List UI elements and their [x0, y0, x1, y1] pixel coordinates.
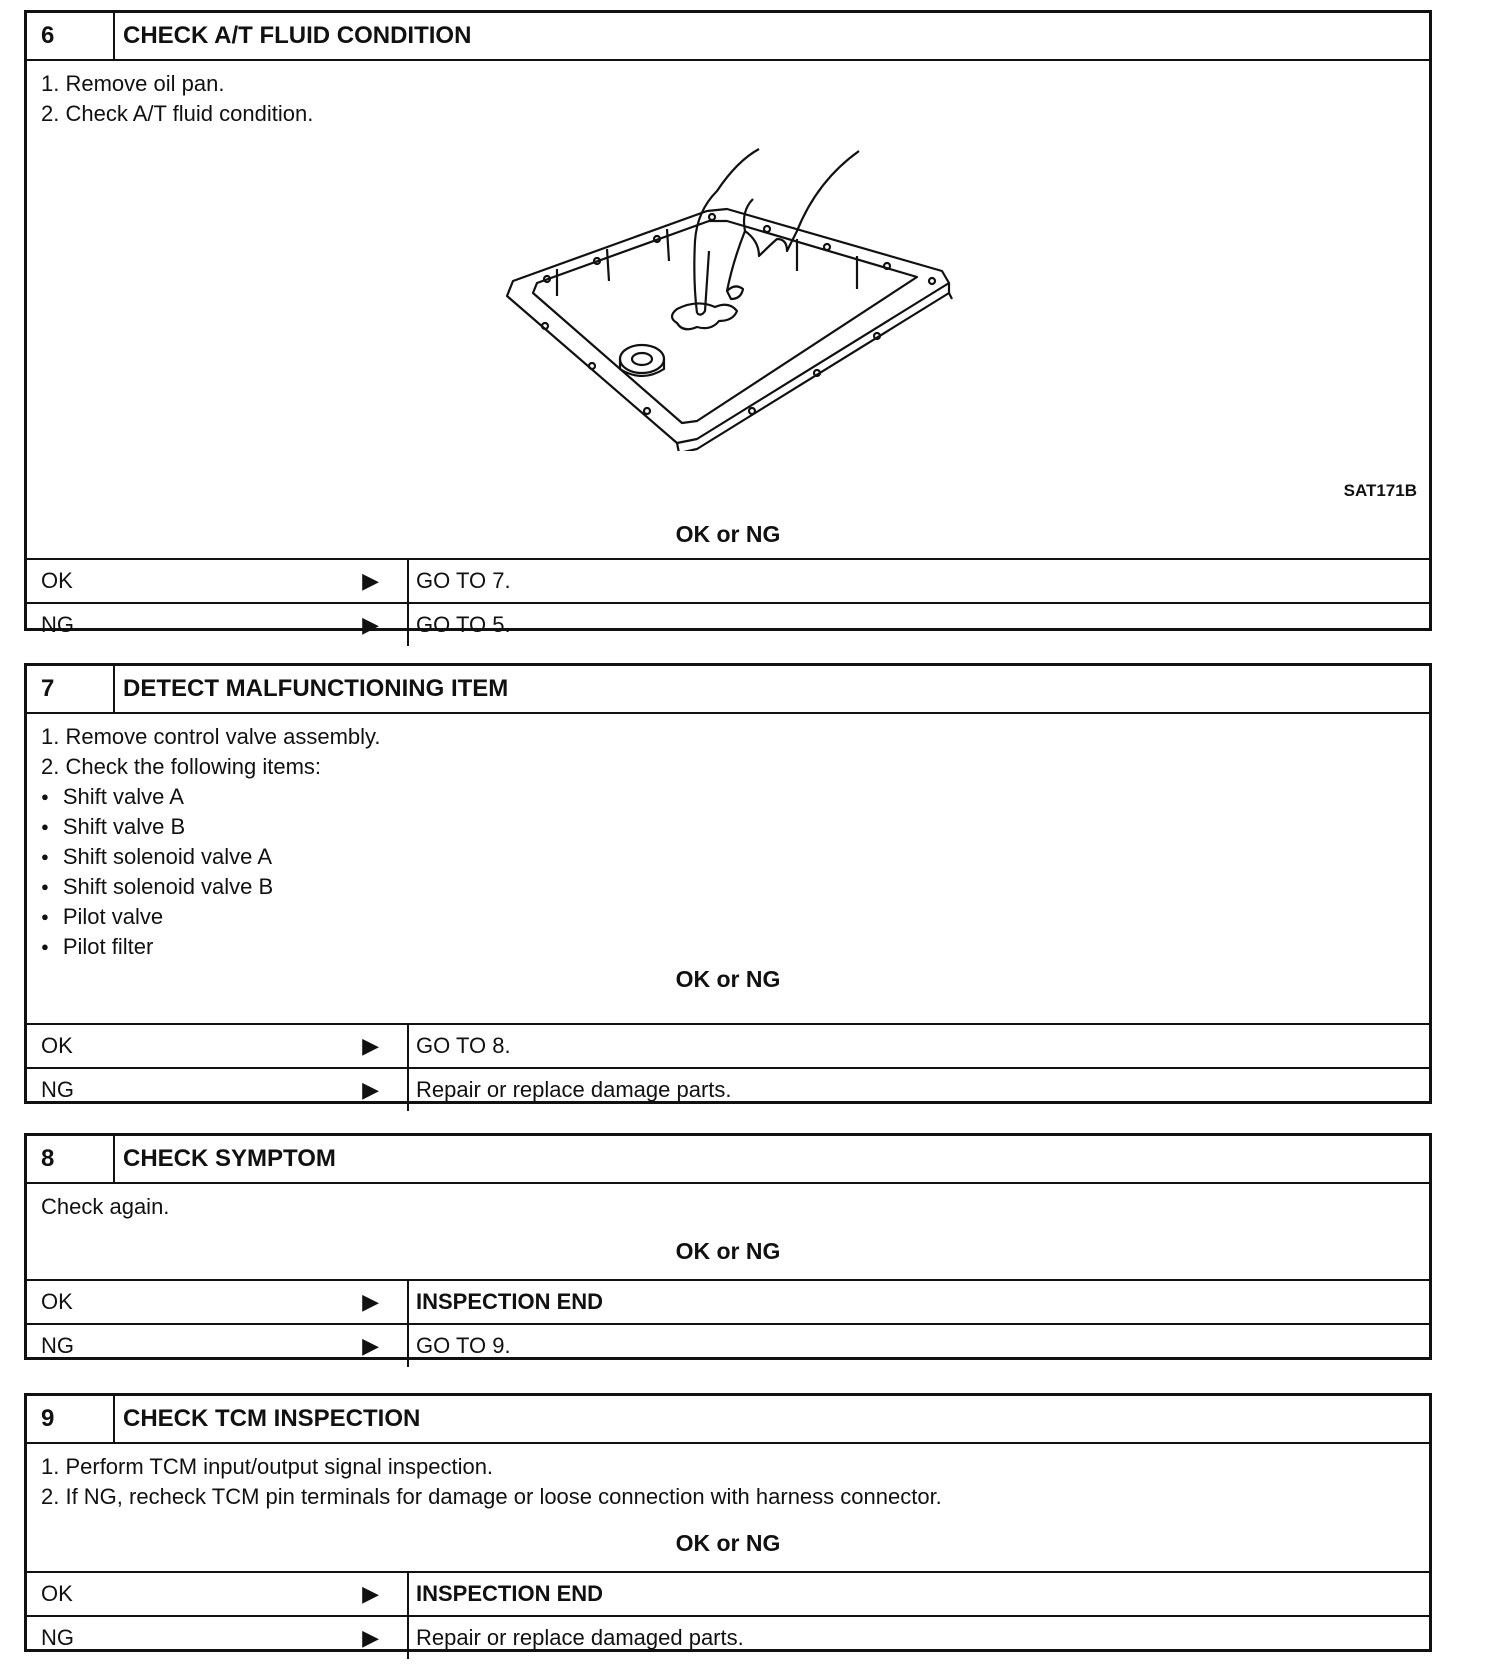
ok-label: OK	[41, 1033, 73, 1058]
step-title: DETECT MALFUNCTIONING ITEM	[123, 675, 509, 702]
step-header	[27, 13, 1429, 61]
ok-row	[27, 1279, 1429, 1323]
step-title: CHECK SYMPTOM	[123, 1145, 336, 1172]
ok-result: GO TO 7.	[416, 568, 511, 593]
step-instruction: 1. Perform TCM input/output signal inspection.	[41, 1454, 494, 1479]
check-item: ● Shift valve A	[41, 782, 1415, 812]
ng-result: GO TO 5.	[416, 612, 511, 637]
ok-or-ng-prompt: OK or NG	[675, 966, 781, 992]
ng-result: GO TO 9.	[416, 1333, 511, 1358]
step-title: CHECK A/T FLUID CONDITION	[123, 22, 472, 49]
ok-row	[27, 1571, 1429, 1615]
ok-label: OK	[41, 568, 73, 593]
ng-row	[27, 1067, 1429, 1111]
step-number: 6	[27, 13, 115, 59]
step-block-9	[24, 1393, 1432, 1652]
ng-label: NG	[41, 1333, 74, 1358]
ok-row	[27, 558, 1429, 602]
step-number: 9	[27, 1396, 115, 1442]
check-item: ● Shift solenoid valve A	[41, 842, 1415, 872]
ng-label: NG	[41, 1625, 74, 1650]
ng-result: Repair or replace damaged parts.	[416, 1625, 744, 1650]
ng-label: NG	[41, 612, 74, 637]
play-arrow-icon: ▶	[362, 1581, 379, 1606]
ok-label: OK	[41, 1289, 73, 1314]
step-instruction: 2. If NG, recheck TCM pin terminals for damage or loose connection with harness connector.	[41, 1484, 942, 1509]
step-body	[27, 714, 1429, 1023]
ok-result: INSPECTION END	[416, 1289, 604, 1314]
ok-or-ng-prompt: OK or NG	[675, 521, 781, 547]
step-body	[27, 1184, 1429, 1279]
ok-or-ng-prompt: OK or NG	[675, 1530, 781, 1556]
check-item: ● Pilot filter	[41, 932, 1415, 962]
step-instruction: 2. Check the following items:	[41, 754, 322, 779]
step-body	[27, 61, 1429, 558]
ng-row	[27, 1323, 1429, 1367]
ok-result: INSPECTION END	[416, 1581, 604, 1606]
step-body	[27, 1444, 1429, 1571]
check-item: ● Shift valve B	[41, 812, 1415, 842]
step-instruction: 1. Remove control valve assembly.	[41, 724, 381, 749]
step-block-8	[24, 1133, 1432, 1360]
ng-label: NG	[41, 1077, 74, 1102]
check-item: ● Pilot valve	[41, 902, 1415, 932]
figure-code: SAT171B	[1343, 481, 1417, 500]
step-title: CHECK TCM INSPECTION	[123, 1405, 421, 1432]
play-arrow-icon: ▶	[362, 1077, 379, 1102]
step-number: 8	[27, 1136, 115, 1182]
step-number: 7	[27, 666, 115, 712]
play-arrow-icon: ▶	[362, 612, 379, 637]
oil-pan-illustration	[497, 121, 997, 451]
step-instruction: 2. Check A/T fluid condition.	[41, 101, 314, 126]
ok-row	[27, 1023, 1429, 1067]
ng-result: Repair or replace damage parts.	[416, 1077, 732, 1102]
ng-row	[27, 602, 1429, 646]
step-instruction: 1. Remove oil pan.	[41, 71, 225, 96]
ok-or-ng-prompt: OK or NG	[675, 1238, 781, 1264]
step-header	[27, 1396, 1429, 1444]
step-block-6	[24, 10, 1432, 637]
play-arrow-icon: ▶	[362, 1033, 379, 1058]
ng-row	[27, 1615, 1429, 1659]
step-instruction: Check again.	[41, 1194, 170, 1219]
check-item: ● Shift solenoid valve B	[41, 872, 1415, 902]
ok-result: GO TO 8.	[416, 1033, 511, 1058]
step-header	[27, 666, 1429, 714]
step-block-7	[24, 663, 1432, 1104]
play-arrow-icon: ▶	[362, 568, 379, 593]
step-header	[27, 1136, 1429, 1184]
play-arrow-icon: ▶	[362, 1625, 379, 1650]
play-arrow-icon: ▶	[362, 1333, 379, 1358]
play-arrow-icon: ▶	[362, 1289, 379, 1314]
ok-label: OK	[41, 1581, 73, 1606]
